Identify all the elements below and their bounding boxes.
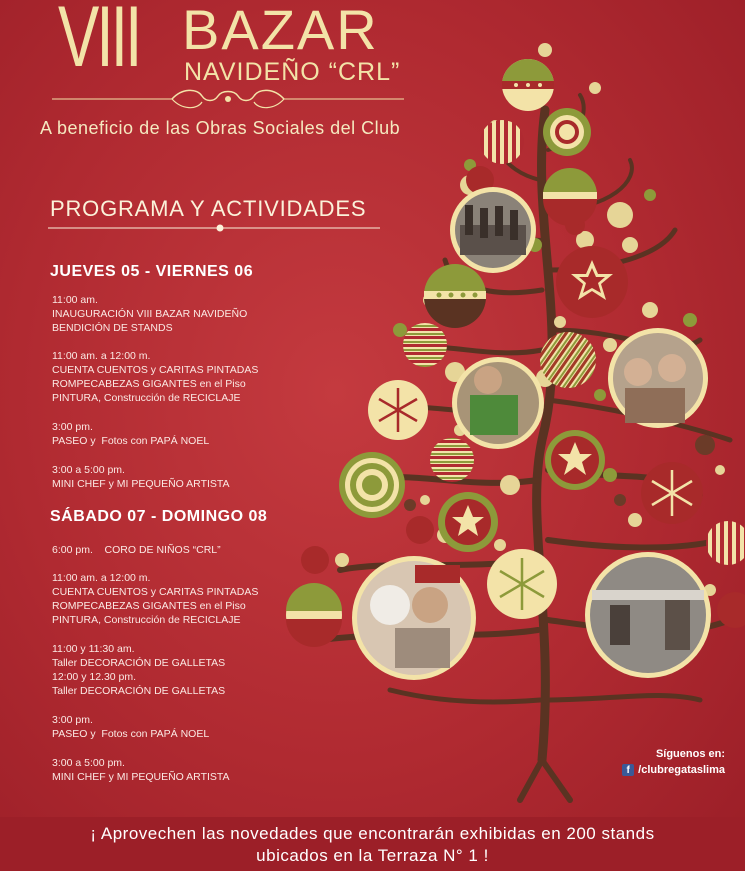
ornament-snowflake: [368, 380, 428, 440]
ornament-band: [543, 168, 597, 226]
ornament-star: [556, 246, 628, 318]
photo-circle-2: [452, 357, 544, 449]
ornament-snowflake-2: [641, 462, 703, 524]
ornament-rings-big: [339, 452, 405, 518]
ornament-snowflake-3: [487, 549, 557, 619]
facebook-icon: f: [622, 764, 634, 776]
footer-banner: [0, 817, 745, 871]
title-subtitle: NAVIDEÑO “CRL”: [184, 58, 401, 86]
christmas-tree-illustration: [280, 0, 745, 820]
ornament-striped-5: [706, 521, 745, 565]
activity-item: 3:00 a 5:00 pm. MINI CHEF y MI PEQUEÑO ARTISTA: [52, 464, 230, 490]
activity-item: 11:00 am. a 12:00 m. CUENTA CUENTOS y CARITAS PINTADAS ROMPECABEZAS GIGANTES en el Piso PINTURA, Construcción de RECICLAJE: [52, 350, 259, 404]
footer-line-2: ubicados en la Terraza N° 1 !: [256, 846, 489, 865]
activity-item: 3:00 a 5:00 pm. MINI CHEF y MI PEQUEÑO ARTISTA: [52, 757, 230, 783]
photo-circle-4: [352, 556, 476, 680]
day-heading-2: SÁBADO 07 - DOMINGO 08: [50, 508, 268, 525]
ornament-striped-4: [430, 438, 474, 482]
photo-circle-5: [585, 552, 711, 678]
title-bazar: BAZAR: [182, 0, 379, 61]
follow-label: Síguenos en:: [655, 748, 725, 760]
activity-item: 3:00 pm. PASEO y Fotos con PAPÁ NOEL: [52, 714, 210, 740]
photo-circle-1: [450, 187, 536, 273]
ornament-ring: [543, 108, 591, 156]
activity-item: 11:00 am. a 12:00 m. CUENTA CUENTOS y CARITAS PINTADAS ROMPECABEZAS GIGANTES en el Piso PINTURA, Construcción de RECICLAJE: [52, 572, 259, 626]
ornament-bottom-left: [286, 583, 342, 647]
facebook-handle: /clubregataslima: [638, 764, 725, 776]
activity-item: 3:00 pm. PASEO y Fotos con PAPÁ NOEL: [52, 421, 210, 447]
photo-circle-3: [608, 328, 708, 428]
program-heading: PROGRAMA Y ACTIVIDADES: [50, 196, 367, 221]
ornament-star-2: [545, 430, 605, 490]
ornament-striped-2: [403, 323, 447, 367]
footer-line-1: ¡ Aprovechen las novedades que encontrarán exhibidas en 200 stands: [90, 824, 655, 843]
activity-item: 11:00 am. INAUGURACIÓN VIII BAZAR NAVIDEÑO BENDICIÓN DE STANDS: [52, 294, 248, 334]
day-heading-1: JUEVES 05 - VIERNES 06: [50, 263, 254, 280]
ornament-striped-3: [540, 332, 596, 388]
title-roman-numeral: VIII: [58, 0, 140, 85]
ornament-striped: [480, 120, 524, 164]
benefit-tagline: A beneficio de las Obras Sociales del Club: [40, 118, 401, 138]
facebook-link[interactable]: [622, 764, 725, 776]
ornament-star-3: [438, 492, 498, 552]
ornament-band-2: [424, 264, 486, 328]
activity-item: 6:00 pm. CORO DE NIÑOS “CRL”: [52, 544, 221, 556]
ornament-top: [502, 59, 554, 111]
tree-branches: [320, 95, 730, 800]
activity-item: 11:00 y 11:30 am. Taller DECORACIÓN DE GALLETAS 12:00 y 12.30 pm. Taller DECORACIÓN DE GALLETAS: [52, 643, 226, 697]
social-follow: [622, 748, 725, 776]
